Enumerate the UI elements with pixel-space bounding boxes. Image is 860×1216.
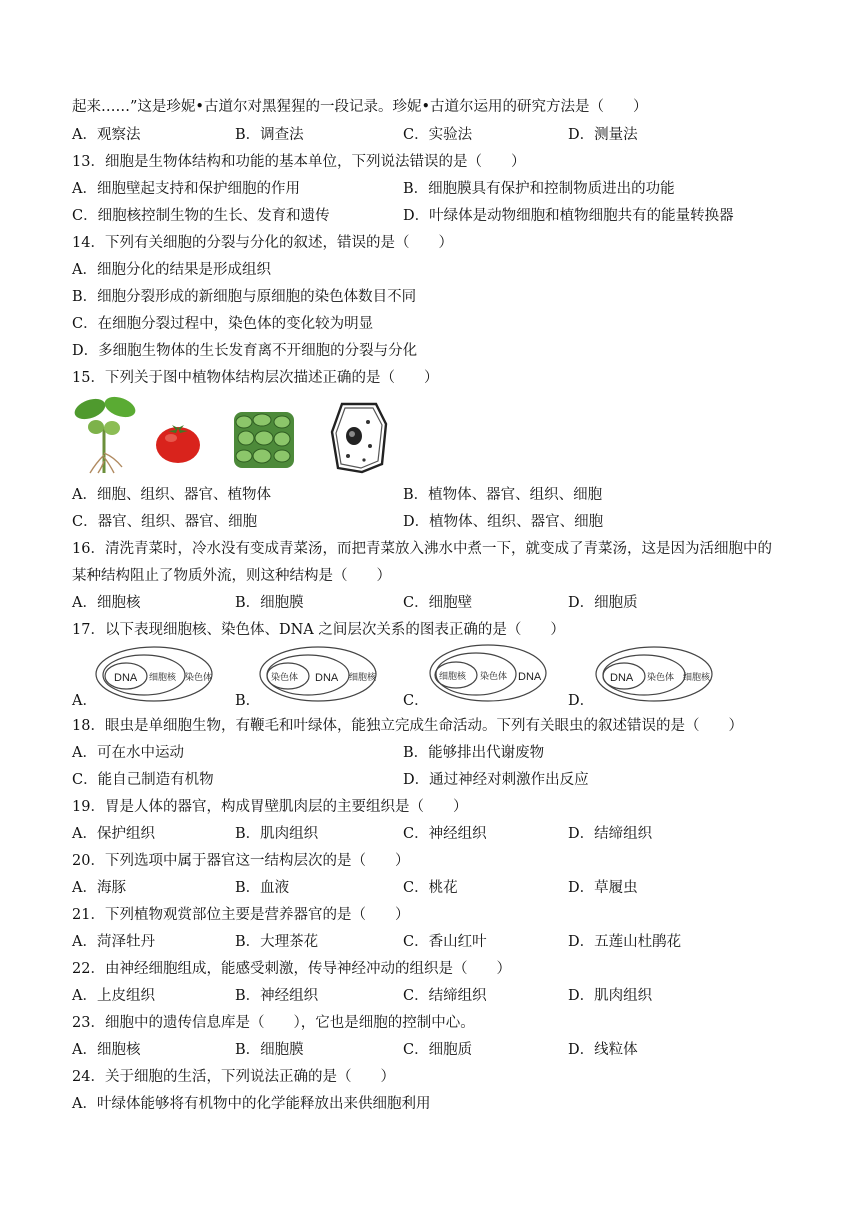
q22-option-c[interactable]: C．结缔组织 xyxy=(403,988,487,1004)
q15-option-b[interactable]: B．植物体、器官、组织、细胞 xyxy=(403,487,603,503)
q17-option-b[interactable]: B． xyxy=(235,693,261,709)
q17-a-outer: 染色体 xyxy=(185,673,213,683)
q16-stem-line2: 某种结构阻止了物质外流，则这种结构是（ ） xyxy=(72,568,391,584)
q22-option-d[interactable]: D．肌肉组织 xyxy=(568,988,653,1004)
q17-c-outer: DNA xyxy=(518,671,542,683)
q20-option-d[interactable]: D．草履虫 xyxy=(568,880,638,896)
q19-option-a[interactable]: A．保护组织 xyxy=(72,826,155,842)
q17-a-inner: DNA xyxy=(114,672,138,684)
q17-diagram-d xyxy=(594,645,714,703)
q15-option-d[interactable]: D．植物体、组织、器官、细胞 xyxy=(403,514,604,530)
q13-stem: 13．细胞是生物体结构和功能的基本单位，下列说法错误的是（ ） xyxy=(72,154,526,170)
q17-diagram-c xyxy=(428,643,548,703)
q16-option-c[interactable]: C．细胞壁 xyxy=(403,595,473,611)
q15-option-a[interactable]: A．细胞、组织、器官、植物体 xyxy=(72,487,271,503)
q13-option-b[interactable]: B．细胞膜具有保护和控制物质进出的功能 xyxy=(403,181,675,197)
q17-b-outer: 细胞核 xyxy=(349,673,377,683)
q20-option-b[interactable]: B．血液 xyxy=(235,880,290,896)
tomato-icon xyxy=(154,422,202,464)
q17-c-middle: 染色体 xyxy=(480,672,508,682)
q17-b-middle: DNA xyxy=(315,672,339,684)
q17-diagram-a xyxy=(94,645,214,703)
plant-cell-icon xyxy=(330,402,388,474)
q16-option-d[interactable]: D．细胞质 xyxy=(568,595,638,611)
q20-option-c[interactable]: C．桃花 xyxy=(403,880,458,896)
q23-option-a[interactable]: A．细胞核 xyxy=(72,1042,141,1058)
q16-stem-line1: 16．清洗青菜时，冷水没有变成青菜汤，而把青菜放入沸水中煮一下，就变成了青菜汤，这是因为活细胞中的 xyxy=(72,541,772,557)
q13-option-c[interactable]: C．细胞核控制生物的生长、发育和遗传 xyxy=(72,208,330,224)
q14-option-d[interactable]: D．多细胞生物体的生长发育离不开细胞的分裂与分化 xyxy=(72,343,418,359)
q18-stem: 18．眼虫是单细胞生物，有鞭毛和叶绿体，能独立完成生命活动。下列有关眼虫的叙述错误的是（ ） xyxy=(72,718,743,734)
q20-stem: 20．下列选项中属于器官这一结构层次的是（ ） xyxy=(72,853,410,869)
q18-option-b[interactable]: B．能够排出代谢废物 xyxy=(403,745,545,761)
q19-option-c[interactable]: C．神经组织 xyxy=(403,826,487,842)
q14-option-c[interactable]: C．在细胞分裂过程中，染色体的变化较为明显 xyxy=(72,316,374,332)
q17-option-c[interactable]: C． xyxy=(403,693,429,709)
q16-option-a[interactable]: A．细胞核 xyxy=(72,595,141,611)
q18-option-a[interactable]: A．可在水中运动 xyxy=(72,745,184,761)
q21-option-c[interactable]: C．香山红叶 xyxy=(403,934,487,950)
q13-option-d[interactable]: D．叶绿体是动物细胞和植物细胞共有的能量转换器 xyxy=(403,208,734,224)
q14-option-b[interactable]: B．细胞分裂形成的新细胞与原细胞的染色体数目不同 xyxy=(72,289,417,305)
q19-stem: 19．胃是人体的器官，构成胃壁肌肉层的主要组织是（ ） xyxy=(72,799,468,815)
q18-option-c[interactable]: C．能自己制造有机物 xyxy=(72,772,214,788)
q12-option-d[interactable]: D．测量法 xyxy=(568,127,638,143)
q22-stem: 22．由神经细胞组成，能感受刺激，传导神经冲动的组织是（ ） xyxy=(72,961,511,977)
q12-option-b[interactable]: B．调查法 xyxy=(235,127,304,143)
q14-stem: 14．下列有关细胞的分裂与分化的叙述，错误的是（ ） xyxy=(72,235,453,251)
q15-option-c[interactable]: C．器官、组织、器官、细胞 xyxy=(72,514,258,530)
q19-option-b[interactable]: B．肌肉组织 xyxy=(235,826,319,842)
q21-option-b[interactable]: B．大理茶花 xyxy=(235,934,319,950)
q17-stem: 17．以下表现细胞核、染色体、DNA 之间层次关系的图表正确的是（ ） xyxy=(72,622,565,638)
q24-option-a[interactable]: A．叶绿体能够将有机物中的化学能释放出来供细胞利用 xyxy=(72,1096,431,1112)
q23-stem: 23．细胞中的遗传信息库是（ ），它也是细胞的控制中心。 xyxy=(72,1015,475,1031)
seedling-icon xyxy=(74,395,136,475)
q23-option-c[interactable]: C．细胞质 xyxy=(403,1042,473,1058)
q20-option-a[interactable]: A．海豚 xyxy=(72,880,126,896)
q16-option-b[interactable]: B．细胞膜 xyxy=(235,595,304,611)
leaf-tissue-icon xyxy=(232,408,296,470)
q17-d-middle: 染色体 xyxy=(647,673,675,683)
q17-a-middle: 细胞核 xyxy=(149,673,177,683)
q17-option-d[interactable]: D． xyxy=(568,693,595,709)
q22-option-a[interactable]: A．上皮组织 xyxy=(72,988,155,1004)
q17-option-a[interactable]: A． xyxy=(72,693,97,709)
q19-option-d[interactable]: D．结缔组织 xyxy=(568,826,653,842)
q17-d-outer: 细胞核 xyxy=(683,673,711,683)
q24-stem: 24．关于细胞的生活，下列说法正确的是（ ） xyxy=(72,1069,395,1085)
q23-option-b[interactable]: B．细胞膜 xyxy=(235,1042,304,1058)
q17-diagram-b xyxy=(258,645,378,703)
q12-stem: 起来……”这是珍妮•古道尔对黑猩猩的一段记录。珍妮•古道尔运用的研究方法是（ ） xyxy=(72,99,648,115)
q21-option-d[interactable]: D．五莲山杜鹃花 xyxy=(568,934,682,950)
q12-option-a[interactable]: A．观察法 xyxy=(72,127,141,143)
q23-option-d[interactable]: D．线粒体 xyxy=(568,1042,638,1058)
q13-option-a[interactable]: A．细胞壁起支持和保护细胞的作用 xyxy=(72,181,300,197)
q12-option-c[interactable]: C．实验法 xyxy=(403,127,473,143)
q21-stem: 21．下列植物观赏部位主要是营养器官的是（ ） xyxy=(72,907,410,923)
q17-c-inner: 细胞核 xyxy=(439,672,467,682)
q17-b-inner: 染色体 xyxy=(271,673,299,683)
q14-option-a[interactable]: A．细胞分化的结果是形成组织 xyxy=(72,262,271,278)
q15-stem: 15．下列关于图中植物体结构层次描述正确的是（ ） xyxy=(72,370,439,386)
q21-option-a[interactable]: A．菏泽牡丹 xyxy=(72,934,155,950)
q18-option-d[interactable]: D．通过神经对刺激作出反应 xyxy=(403,772,589,788)
q22-option-b[interactable]: B．神经组织 xyxy=(235,988,319,1004)
q17-d-inner: DNA xyxy=(610,672,634,684)
